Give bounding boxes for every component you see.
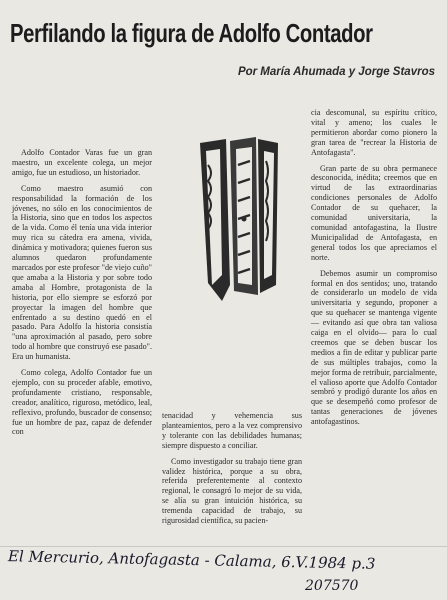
paragraph: Como investigador su trabajo tiene gran validez histórica, porque a su obra, referida preferentemente al contexto regional, le consagró lo mejor de su vida, se alía su gran intuición histórica, su tremenda capacidad de trabajo, su rigurosidad científica, su pacien-: [162, 456, 302, 526]
paragraph: cia descomunal, su espíritu crítico, vital y ameno; los cuales le permitieron abordar como pionero la gran tarea de "recrear la Historia de Antofagasta".: [311, 108, 437, 157]
paragraph: Como colega, Adolfo Contador fue un ejemplo, con su proceder afable, emotivo, profundamente cristiano, responsable, creador, analítico, riguroso, metódico, leal, reflexivo, profundo, buscador de consenso; fue un hombre de paz, capaz de defender con: [12, 368, 152, 437]
article-byline: Por María Ahumada y Jorge Stavros: [237, 66, 435, 78]
paragraph: tenacidad y vehemencia sus planteamientos, pero a la vez comprensivo y tolerante con las debilidades humanas; siempre dispuesto a conciliar.: [162, 411, 302, 450]
text-column-left: [12, 148, 152, 443]
text-column-right: [311, 108, 437, 433]
paragraph: Debemos asumir un compromiso formal en dos sentidos; uno, tratando de considerarlo un modelo de vida universitaria y segundo, proponer a que su quehacer se mantenga vigente — evitando así que obra tan valiosa caiga en el olvido— para lo cual creemos que se deben buscar los medios a fin de editar y publicar parte de sus múltiples trabajos, como la mejor forma de retribuir, parcialmente, el valioso aporte que Adolfo Contador sembró y prodigó durante los años en que se desempeñó como profesor de tantas generaciones de jóvenes antofagastinos.: [311, 268, 437, 427]
handwritten-catalog-number: 207570: [305, 578, 359, 594]
handwritten-source-note: El Mercurio, Antofagasta - Calama, 6.V.1984 p.3: [7, 547, 376, 573]
divider: [0, 546, 447, 547]
paragraph: Gran parte de su obra permanece desconocida, inédita; creemos que en virtud de las extraordinarias condiciones personales de Adolfo Contador de su quehacer, la comunidad universitaria, la comunidad antofagastina, la Ilustre Municipalidad de Antofagasta, en general todos los que apreciamos el norte.: [311, 163, 437, 262]
paragraph: Adolfo Contador Varas fue un gran maestro, un excelente colega, un mejor amigo, fue un estudioso, un historiador.: [12, 148, 152, 177]
article-title: Perfilando la figura de Adolfo Contador: [10, 18, 373, 48]
paragraph: Como maestro asumió con responsabilidad la formación de los jóvenes, no sólo en los conocimientos de la Historia, sino que en todos los aspectos de la vida. Como él tenía una vida interior muy rica su cátedra era amena, vivida, dinámica y motivadora; quienes fueron sus alumnos quedaron profundamente marcados por este profesor "de viejo cuño" que amaba a la Historia y por sobre todo amaba al Hombre, protagonista de la historia, por ello siempre se esforzó por proyectar la imagen del hombre que enfrentado a su destino quedó en el pasado. Para Adolfo la historia consistía "una aproximación al pasado, pero sobre todo al hombre que construyó ese pasado". Era un humanista.: [12, 183, 152, 362]
text-column-middle: [162, 411, 302, 532]
woodcut-illustration: [186, 135, 286, 305]
